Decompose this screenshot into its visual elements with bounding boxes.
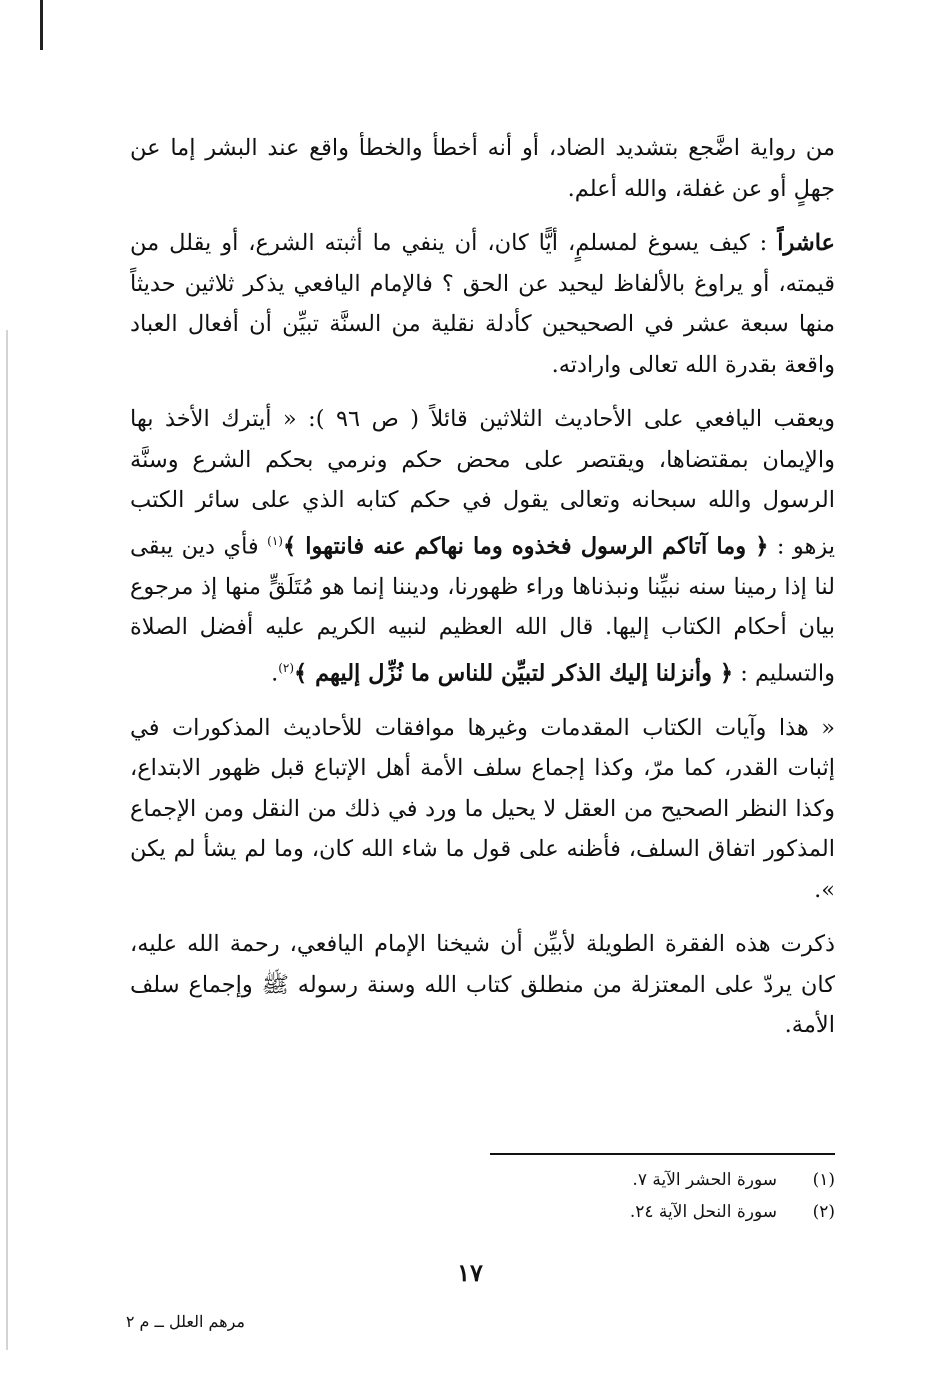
footnote-text: سورة النحل الآية ٢٤. xyxy=(629,1202,777,1222)
quran-quote-1: ﴿ وما آتاكم الرسول فخذوه وما نهاكم عنه فانتهوا ﴾ xyxy=(282,533,769,559)
paragraph-3 xyxy=(130,399,835,694)
signature-mark: مرهم العلل ــ م ٢ xyxy=(125,1312,245,1331)
page-body xyxy=(130,128,835,1128)
quran-quote-2: ﴿ وأنزلنا إليك الذكر لتبيِّن للناس ما نُزِّل إليهم ﴾ xyxy=(294,660,734,686)
footnote-number: (١) xyxy=(812,1170,835,1190)
paragraph-2 xyxy=(130,223,835,385)
footnote-ref-2: (٢) xyxy=(278,660,295,675)
footnote-1 xyxy=(490,1164,835,1196)
footnotes xyxy=(490,1164,835,1228)
binding-edge xyxy=(6,330,8,1350)
paragraph-3-text-b: فأي دين يبقى لنا إذا رمينا سنه نبيِّنا ونبذناها وراء ظهورنا، وديننا إنما هو مُتَلَقٍّ منها إذ مرجوع بيان أحكام الكتاب إليها. قال الله العظيم لنبيه الكريم عليه أفضل الصلاة والتسليم : xyxy=(130,533,835,686)
footnote-divider xyxy=(490,1153,835,1155)
footnote-number: (٢) xyxy=(812,1202,835,1222)
paragraph-3-end: . xyxy=(271,660,279,686)
paragraph-1: من رواية اضَّجع بتشديد الضاد، أو أنه أخطأ والخطأ واقع عند البشر إما عن جهلٍ أو عن غفلة، والله أعلم. xyxy=(130,135,835,202)
paragraph-2-lead: عاشراً xyxy=(777,230,835,256)
paragraph-2-text: : كيف يسوغ لمسلمٍ، أيًّا كان، أن ينفي ما أثبته الشرع، أو يقلل من قيمته، أو يراوغ بالألفاظ ليحيد عن الحق ؟ فالإمام اليافعي يذكر ثلاثين حديثاً منها سبعة عشر في الصحيحين كأدلة نقلية من السنَّة تبيِّن أن أفعال العباد واقعة بقدرة الله تعالى وارادته. xyxy=(130,230,835,378)
paragraph-3-text-a: ويعقب اليافعي على الأحاديث الثلاثين قائلاً ( ص ٩٦ ): « أيترك الأخذ بها والإيمان بمقتضاها، ويقتصر على محض حكم ونرمي بحكم الشرع وسنَّة الرسول والله سبحانه وتعالى يقول في حكم كتابه الذي على سائر الكتب يزهو : xyxy=(130,406,835,559)
footnote-ref-1: (١) xyxy=(267,533,283,548)
paragraph-5: ذكرت هذه الفقرة الطويلة لأبيِّن أن شيخنا الإمام اليافعي، رحمة الله عليه، كان يردّ على المعتزلة من منطلق كتاب الله وسنة رسوله ﷺ وإجماع سلف الأمة. xyxy=(130,931,835,1038)
footnote-text: سورة الحشر الآية ٧. xyxy=(632,1170,777,1190)
footnote-2 xyxy=(490,1196,835,1228)
page-number: ١٧ xyxy=(457,1258,483,1287)
scan-mark xyxy=(40,0,43,50)
paragraph-4: « هذا وآيات الكتاب المقدمات وغيرها موافقات للأحاديث المذكورات في إثبات القدر، كما مرّ، وكذا إجماع سلف الأمة أهل الإتباع قبل ظهور الابتداع، وكذا النظر الصحيح من العقل لا يحيل ما ورد في ذلك من النقل ومن الإجماع المذكور اتفاق السلف، فأظنه على قول ما شاء الله كان، وما لم يشأ لم يكن ». xyxy=(130,714,835,903)
